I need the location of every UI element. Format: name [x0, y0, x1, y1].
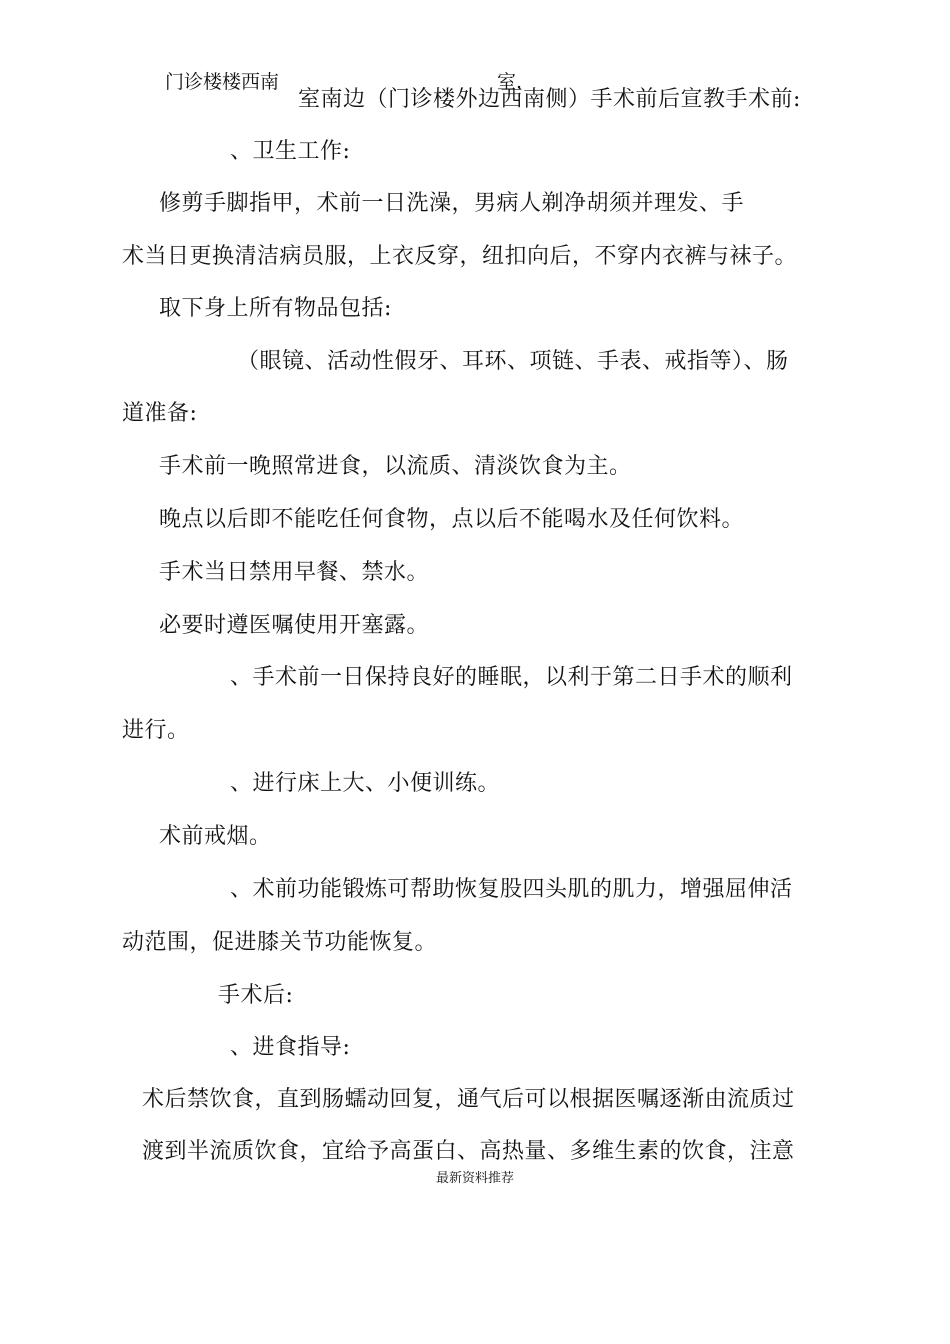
text-line: 修剪手脚指甲，术前一日洗澡，男病人剃净胡须并理发、手: [159, 191, 745, 216]
text-line: 、进食指导:: [230, 1035, 351, 1060]
text-line: 手术当日禁用早餐、禁水。: [159, 560, 430, 585]
text-line: 、进行床上大、小便训练。: [230, 771, 501, 796]
text-line: 晚点以后即不能吃任何食物，点以后不能喝水及任何饮料。: [159, 507, 745, 532]
text-line: 术后禁饮食，直到肠蠕动回复，通气后可以根据医嘱逐渐由流质过: [142, 1087, 795, 1112]
text-line: 进行。: [122, 718, 190, 743]
text-line: 手术后:: [218, 983, 294, 1008]
text-line: （眼镜、活动性假牙、耳环、项链、手表、戒指等）、肠: [237, 349, 789, 374]
text-line: 术前戒烟。: [159, 824, 272, 849]
text-line: 必要时遵医嘱使用开塞露。: [159, 613, 430, 638]
header-overlap-left: 门诊楼楼西南: [165, 71, 280, 93]
text-line: 室南边（门诊楼外边西南侧）手术前后宣教手术前:: [298, 87, 801, 112]
text-line: 动范围，促进膝关节功能恢复。: [122, 930, 438, 955]
text-line: 、卫生工作:: [230, 139, 351, 164]
text-line: 、术前功能锻炼可帮助恢复股四头肌的肌力，增强屈伸活: [230, 877, 793, 902]
text-line: 道准备:: [122, 401, 198, 426]
text-line: 、手术前一日保持良好的睡眠，以利于第二日手术的顺利: [230, 665, 793, 690]
header-overlap-right: 室.: [497, 71, 523, 93]
text-line: 手术前一晚照常进食，以流质、清淡饮食为主。: [159, 454, 632, 479]
footer-text: 最新资料推荐: [435, 1171, 514, 1186]
text-line: 取下身上所有物品包括:: [159, 296, 392, 321]
text-line: 渡到半流质饮食，宜给予高蛋白、高热量、多维生素的饮食，注意: [142, 1139, 795, 1164]
text-line: 术当日更换清洁病员服，上衣反穿，纽扣向后，不穿内衣裤与袜子。: [122, 244, 798, 269]
